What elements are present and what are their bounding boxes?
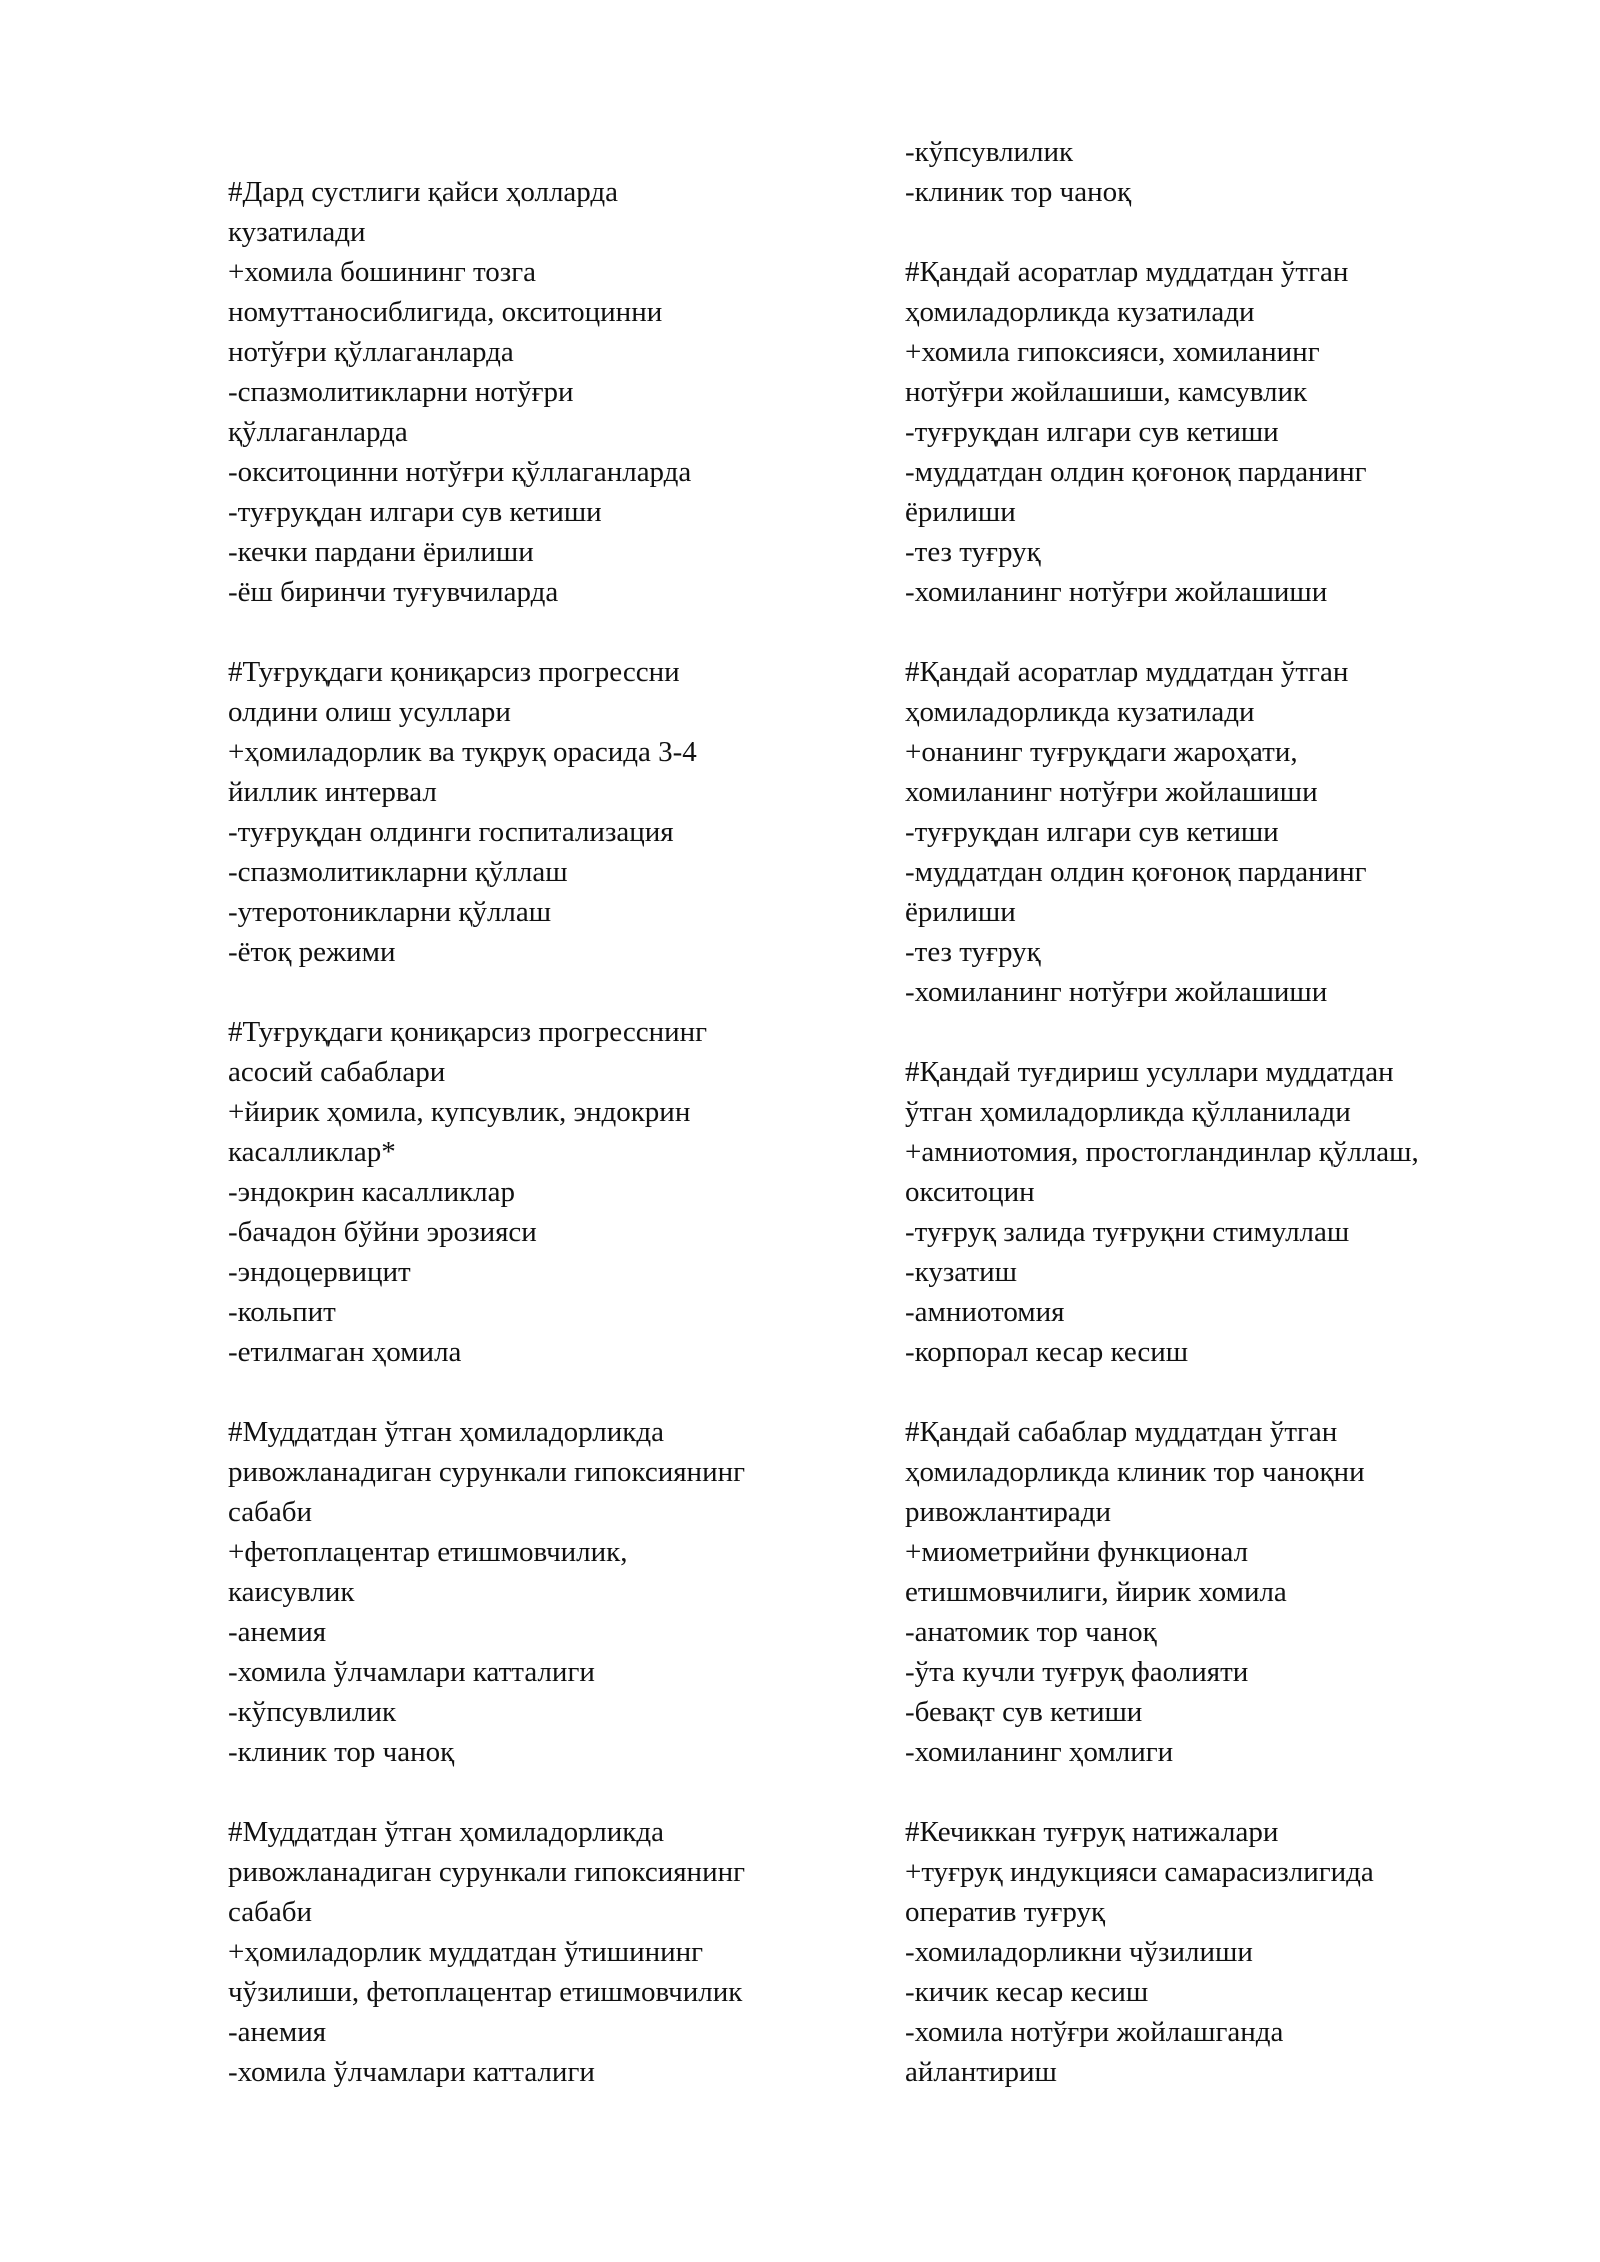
question-line: #Қандай сабаблар муддатдан ўтган <box>905 1416 1338 1448</box>
distractor-answer-line: -хомила нотўғри жойлашганда <box>905 2016 1284 2048</box>
text-line: оператив туғруқ <box>905 1896 1106 1928</box>
distractor-answer-line: -ўта кучли туғруқ фаолияти <box>905 1656 1249 1688</box>
text-line: ёрилиши <box>905 496 1016 528</box>
right-column <box>905 132 1545 2092</box>
text-line: ривожлантиради <box>905 1496 1112 1528</box>
text-line: ёрилиши <box>905 896 1016 928</box>
distractor-answer-line: -клиник тор чаноқ <box>228 1736 455 1768</box>
distractor-answer-line: -кечки пардани ёрилиши <box>228 536 534 568</box>
distractor-answer-line: -утеротоникларни қўллаш <box>228 896 552 928</box>
text-line: кузатилади <box>228 216 366 248</box>
left-column <box>228 172 868 2092</box>
blank-line <box>228 1372 868 1412</box>
distractor-answer-line: -ёш биринчи туғувчиларда <box>228 576 559 608</box>
question-line: #Кечиккан туғруқ натижалари <box>905 1816 1279 1848</box>
distractor-answer-line: -тез туғруқ <box>905 936 1041 968</box>
question-line: #Туғруқдаги қониқарсиз прогресснинг <box>228 1016 708 1048</box>
text-line: ҳомиладорликда кузатилади <box>905 296 1255 328</box>
text-line: асосий сабаблари <box>228 1056 446 1088</box>
distractor-answer-line: -кўпсувлилик <box>228 1696 397 1728</box>
text-line: айлантириш <box>905 2056 1057 2088</box>
distractor-answer-line: -спазмолитикларни қўллаш <box>228 856 568 888</box>
question-line: #Қандай асоратлар муддатдан ўтган <box>905 656 1349 688</box>
correct-answer-line: +амниотомия, простогландинлар қўллаш, <box>905 1136 1419 1168</box>
distractor-answer-line: -туғруқдан илгари сув кетиши <box>905 816 1279 848</box>
correct-answer-line: +онанинг туғруқдаги жароҳати, <box>905 736 1298 768</box>
blank-line <box>905 1012 1545 1052</box>
text-line: каисувлик <box>228 1576 355 1608</box>
distractor-answer-line: -кольпит <box>228 1296 336 1328</box>
distractor-answer-line: -хомила ўлчамлари катталиги <box>228 1656 595 1688</box>
text-line: сабаби <box>228 1496 312 1528</box>
distractor-answer-line: -кичик кесар кесиш <box>905 1976 1149 2008</box>
distractor-answer-line: -хомиланинг нотўғри жойлашиши <box>905 576 1328 608</box>
distractor-answer-line: -муддатдан олдин қоғоноқ парданинг <box>905 456 1367 488</box>
distractor-answer-line: -хомиланинг нотўғри жойлашиши <box>905 976 1328 1008</box>
distractor-answer-line: -анатомик тор чаноқ <box>905 1616 1157 1648</box>
distractor-answer-line: -ётоқ режими <box>228 936 396 968</box>
text-line: касалликлар* <box>228 1136 396 1168</box>
question-line: #Дард сустлиги қайси ҳолларда <box>228 176 619 208</box>
text-line: нотўғри қўллаганларда <box>228 336 514 368</box>
distractor-answer-line: -хомила ўлчамлари катталиги <box>228 2056 595 2088</box>
distractor-answer-line: -эндокрин касалликлар <box>228 1176 516 1208</box>
distractor-answer-line: -туғруқдан илгари сув кетиши <box>228 496 602 528</box>
blank-line <box>905 1772 1545 1812</box>
distractor-answer-line: -анемия <box>228 2016 327 2048</box>
text-line: ҳомиладорликда клиник тор чаноқни <box>905 1456 1365 1488</box>
distractor-answer-line: -бачадон бўйни эрозияси <box>228 1216 537 1248</box>
distractor-answer-line: -корпорал кесар кесиш <box>905 1336 1189 1368</box>
correct-answer-line: +хомила гипоксияси, хомиланинг <box>905 336 1320 368</box>
text-line: етишмовчилиги, йирик хомила <box>905 1576 1287 1608</box>
distractor-answer-line: -клиник тор чаноқ <box>905 176 1132 208</box>
correct-answer-line: +хомила бошининг тозга <box>228 256 536 288</box>
distractor-answer-line: -хомиладорликни чўзилиши <box>905 1936 1253 1968</box>
text-line: ўтган ҳомиладорликда қўлланилади <box>905 1096 1351 1128</box>
blank-line <box>905 212 1545 252</box>
question-line: #Туғруқдаги қониқарсиз прогрессни <box>228 656 680 688</box>
question-line: #Қандай туғдириш усуллари муддатдан <box>905 1056 1394 1088</box>
distractor-answer-line: -кўпсувлилик <box>905 136 1074 168</box>
text-line: қўллаганларда <box>228 416 408 448</box>
text-line: нотўғри жойлашиши, камсувлик <box>905 376 1308 408</box>
text-line: чўзилиши, фетоплацентар етишмовчилик <box>228 1976 743 2008</box>
distractor-answer-line: -кузатиш <box>905 1256 1017 1288</box>
distractor-answer-line: -тез туғруқ <box>905 536 1041 568</box>
question-line: #Муддатдан ўтган ҳомиладорликда <box>228 1816 665 1848</box>
distractor-answer-line: -окситоцинни нотўғри қўллаганларда <box>228 456 692 488</box>
blank-line <box>905 1372 1545 1412</box>
distractor-answer-line: -етилмаган ҳомила <box>228 1336 462 1368</box>
distractor-answer-line: -бевақт сув кетиши <box>905 1696 1143 1728</box>
blank-line <box>228 612 868 652</box>
correct-answer-line: +фетоплацентар етишмовчилик, <box>228 1536 628 1568</box>
distractor-answer-line: -хомиланинг ҳомлиги <box>905 1736 1174 1768</box>
distractor-answer-line: -муддатдан олдин қоғоноқ парданинг <box>905 856 1367 888</box>
distractor-answer-line: -туғруқдан илгари сув кетиши <box>905 416 1279 448</box>
distractor-answer-line: -туғруқ залида туғруқни стимуллаш <box>905 1216 1350 1248</box>
question-line: #Қандай асоратлар муддатдан ўтган <box>905 256 1349 288</box>
text-line: окситоцин <box>905 1176 1035 1208</box>
text-line: номуттаносиблигида, окситоцинни <box>228 296 663 328</box>
distractor-answer-line: -эндоцервицит <box>228 1256 411 1288</box>
distractor-answer-line: -амниотомия <box>905 1296 1065 1328</box>
question-line: #Муддатдан ўтган ҳомиладорликда <box>228 1416 665 1448</box>
distractor-answer-line: -спазмолитикларни нотўғри <box>228 376 574 408</box>
text-line: хомиланинг нотўғри жойлашиши <box>905 776 1318 808</box>
correct-answer-line: +ҳомиладорлик ва туқруқ орасида 3-4 <box>228 736 697 768</box>
correct-answer-line: +туғруқ индукцияси самарасизлигида <box>905 1856 1374 1888</box>
text-line: ривожланадиган сурункали гипоксиянинг <box>228 1856 746 1888</box>
blank-line <box>228 972 868 1012</box>
text-line: йиллик интервал <box>228 776 437 808</box>
distractor-answer-line: -анемия <box>228 1616 327 1648</box>
distractor-answer-line: -туғруқдан олдинги госпитализация <box>228 816 674 848</box>
blank-line <box>228 1772 868 1812</box>
text-line: ривожланадиган сурункали гипоксиянинг <box>228 1456 746 1488</box>
correct-answer-line: +ҳомиладорлик муддатдан ўтишининг <box>228 1936 704 1968</box>
correct-answer-line: +йирик ҳомила, купсувлик, эндокрин <box>228 1096 691 1128</box>
text-line: олдини олиш усуллари <box>228 696 511 728</box>
correct-answer-line: +миометрийни функционал <box>905 1536 1249 1568</box>
blank-line <box>905 612 1545 652</box>
text-line: ҳомиладорликда кузатилади <box>905 696 1255 728</box>
text-line: сабаби <box>228 1896 312 1928</box>
